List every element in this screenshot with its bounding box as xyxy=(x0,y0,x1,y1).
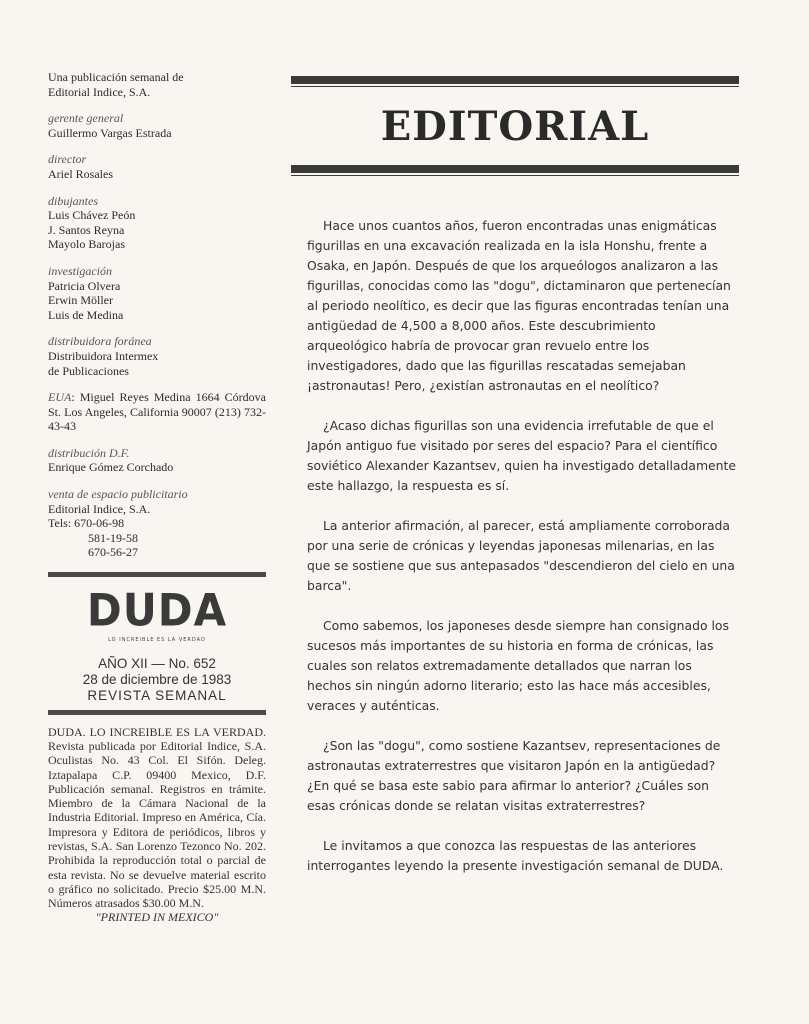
editorial-title: EDITORIAL xyxy=(380,103,650,150)
staff-role: dibujantes xyxy=(48,193,98,208)
ad-sales-company: Editorial Indice, S.A. xyxy=(48,501,151,516)
staff-role: director xyxy=(48,152,87,167)
issue-number: AÑO XII — No. 652 xyxy=(98,655,216,671)
ad-sales xyxy=(48,487,266,560)
header-rule-top xyxy=(291,76,739,84)
staff-name: Ariel Rosales xyxy=(48,166,113,181)
header-rule-top-thin xyxy=(291,86,739,87)
staff-df-distribution xyxy=(48,446,266,475)
staff-name: Guillermo Vargas Estrada xyxy=(48,125,172,140)
staff-foreign-distribution xyxy=(48,334,266,378)
staff-name: Enrique Gómez Corchado xyxy=(48,460,174,475)
publisher-line: Editorial Indice, S.A. xyxy=(48,84,151,99)
ad-sales-phone: 670-56-27 xyxy=(88,545,138,560)
staff-role: venta de espacio publicitario xyxy=(48,487,188,502)
publisher-block xyxy=(48,70,266,99)
staff-name: Mayolo Barojas xyxy=(48,237,125,252)
staff-name: Erwin Möller xyxy=(48,293,113,308)
staff-name: de Publicaciones xyxy=(48,363,129,378)
paragraph: ¿Son las "dogu", como sostiene Kazantsev, representaciones de astronautas extraterrestres que visitaron Japón en la antigüedad? ¿En qué se basa este sabio para afirmar lo anterior? ¿Cuáles son esas crónicas donde se relatan visitas extraterrestres? xyxy=(307,738,721,813)
eua-label: EUA xyxy=(48,390,72,405)
eua-address xyxy=(48,390,266,434)
printed-in-mexico: "PRINTED IN MEXICO" xyxy=(95,910,219,925)
editorial-column xyxy=(291,76,739,896)
issue-info xyxy=(48,656,266,704)
paragraph: ¿Acaso dichas figurillas son una evidencia irrefutable de que el Japón antiguo fue visitado por seres del espacio? Para el científico soviético Alexander Kazantsev, quien ha investigado detalladamente este hallazgo, la respuesta es sí. xyxy=(307,418,737,493)
ad-sales-phone: 581-19-58 xyxy=(88,530,138,545)
header-rule-bottom xyxy=(291,165,739,173)
staff-director xyxy=(48,152,266,181)
paragraph: Le invitamos a que conozca las respuestas de las anteriores interrogantes leyendo la presente investigación semanal de DUDA. xyxy=(307,838,724,873)
ad-sales-phone: Tels: 670-06-98 xyxy=(48,516,125,531)
staff-name: Luis de Medina xyxy=(48,307,124,322)
editorial-body xyxy=(291,216,739,876)
staff-illustrators xyxy=(48,194,266,252)
staff-general-manager xyxy=(48,111,266,140)
staff-name: Luis Chávez Peón xyxy=(48,208,136,223)
header-rule-bottom-thin xyxy=(291,175,739,176)
staff-role: gerente general xyxy=(48,111,124,126)
logo-tagline: LO INCREIBLE ES LA VERDAD xyxy=(108,637,206,644)
staff-role: distribución D.F. xyxy=(48,445,130,460)
issue-date: 28 de diciembre de 1983 xyxy=(82,671,232,687)
staff-research xyxy=(48,264,266,322)
staff-role: distribuidora foránea xyxy=(48,334,152,349)
divider xyxy=(48,710,266,715)
legal-text: DUDA. LO INCREIBLE ES LA VERDAD. Revista publicada por Editorial Indice, S.A. Oculistas No. 43 Col. El Sifón. Deleg. Iztapalapa C.P. 09400 Mexico, D.F. Publicación semanal. Registros en trámite. Miembro de la Cámara Nacional de la Industria Editorial. Impreso en América, Cía. Impresora y Editora de periódicos, libros y revistas, S.A. San Lorenzo Tezonco No. 202. Prohibida la reproducción total o parcial de esta revista. No se devuelve material escrito o gráfico no solicitado. Precio $25.00 M.N. Números atrasados $30.00 M.N. xyxy=(48,724,266,911)
issue-type: REVISTA SEMANAL xyxy=(87,687,227,703)
staff-name: J. Santos Reyna xyxy=(48,222,125,237)
staff-name: Distribuidora Intermex xyxy=(48,348,159,363)
staff-name: Patricia Olvera xyxy=(48,278,121,293)
paragraph: La anterior afirmación, al parecer, está ampliamente corroborada por una serie de crónicas y leyendas japonesas milenarias, en las que se sostiene que sus antepasados "descendieron del cielo en una barca". xyxy=(307,518,735,593)
masthead-column xyxy=(48,70,266,925)
duda-logo xyxy=(48,584,266,648)
divider xyxy=(48,572,266,577)
legal-notice xyxy=(48,725,266,925)
publisher-line: Una publicación semanal de xyxy=(48,70,184,84)
staff-role: investigación xyxy=(48,263,112,278)
eua-text: : Miguel Reyes Medina 1664 Córdova St. Los Angeles, California 90007 (213) 732-43-43 xyxy=(48,390,266,434)
logo-wordmark: DUDA xyxy=(86,584,228,637)
paragraph: Hace unos cuantos años, fueron encontradas unas enigmáticas figurillas en una excavación realizada en la isla Honshu, frente a Osaka, en Japón. Después de que los arqueólogos analizaron a las figurillas, conocidas como las "dogu", dictaminaron que pertenecían al periodo neolítico, es decir que las figuras encontradas tenían una antigüedad de 4,500 a 8,000 años. Este descubrimiento arqueológico habría de provocar gran revuelo entre los investigadores, dado que las figurillas rescatadas semejaban ¡astronautas! Pero, ¿existían astronautas en el neolítico? xyxy=(307,218,731,393)
paragraph: Como sabemos, los japoneses desde siempre han consignado los sucesos más importantes de su historia en forma de crónicas, las cuales son relatos extremadamente detallados que narran los hechos sin ningún adorno literario; esto las hace más accesibles, veraces y auténticas. xyxy=(307,618,729,713)
